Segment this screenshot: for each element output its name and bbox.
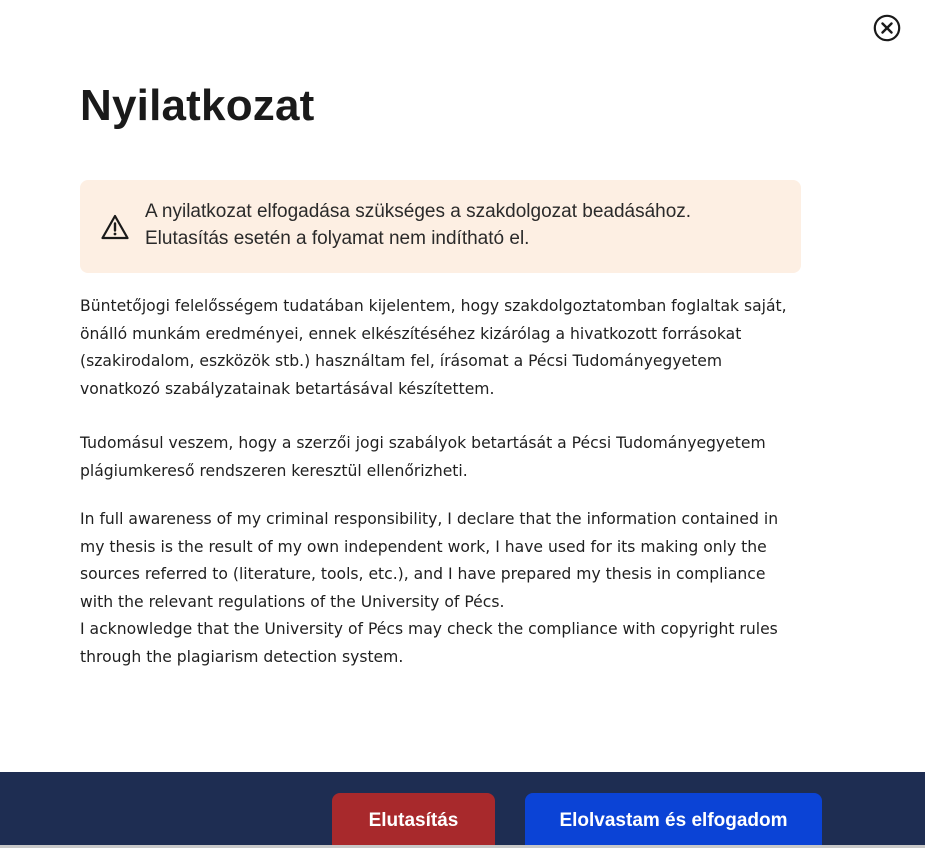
declaration-paragraph-hu-1: Büntetőjogi felelősségem tudatában kijelentem, hogy szakdolgoztatomban foglaltak saját, önálló munkám eredményei, ennek elkészítéséhez kizárólag a hivatkozott forrásokat (szakirodalom, eszközök stb.) használtam fel, írásomat a Pécsi Tudományegyetem vonatkozó szabályzatainak betartásával készítettem.: [80, 297, 787, 398]
alert-message-line1: A nyilatkozat elfogadása szükséges a szakdolgozat beadásához.: [145, 201, 692, 222]
alert-message-line2: Elutasítás esetén a folyamat nem indítható el.: [145, 228, 530, 249]
accept-button[interactable]: Elolvastam és elfogadom: [525, 793, 822, 848]
alert-message: [145, 198, 785, 252]
warning-triangle-icon: [100, 213, 130, 241]
close-button[interactable]: [873, 14, 901, 42]
declaration-paragraph-hu-2: Tudomásul veszem, hogy a szerzői jogi szabályok betartását a Pécsi Tudományegyetem plágiumkereső rendszeren keresztül ellenőrizheti.: [80, 434, 766, 480]
close-circle-icon: [873, 14, 901, 42]
declaration-paragraph-en: [80, 506, 800, 671]
declaration-paragraph-en-line1: In full awareness of my criminal responsibility, I declare that the information contained in my thesis is the result of my own independent work, I have used for its making only the sources referred to (literature, tools, etc.), and I have prepared my thesis in compliance with the relevant regulations of the University of Pécs.: [80, 510, 779, 611]
dialog-footer: [0, 772, 925, 848]
reject-button[interactable]: Elutasítás: [332, 793, 495, 848]
declaration-paragraph-en-line2: I acknowledge that the University of Pécs may check the compliance with copyright rules through the plagiarism detection system.: [80, 620, 778, 666]
dialog-title: Nyilatkozat: [80, 81, 315, 130]
warning-alert: [80, 180, 801, 273]
